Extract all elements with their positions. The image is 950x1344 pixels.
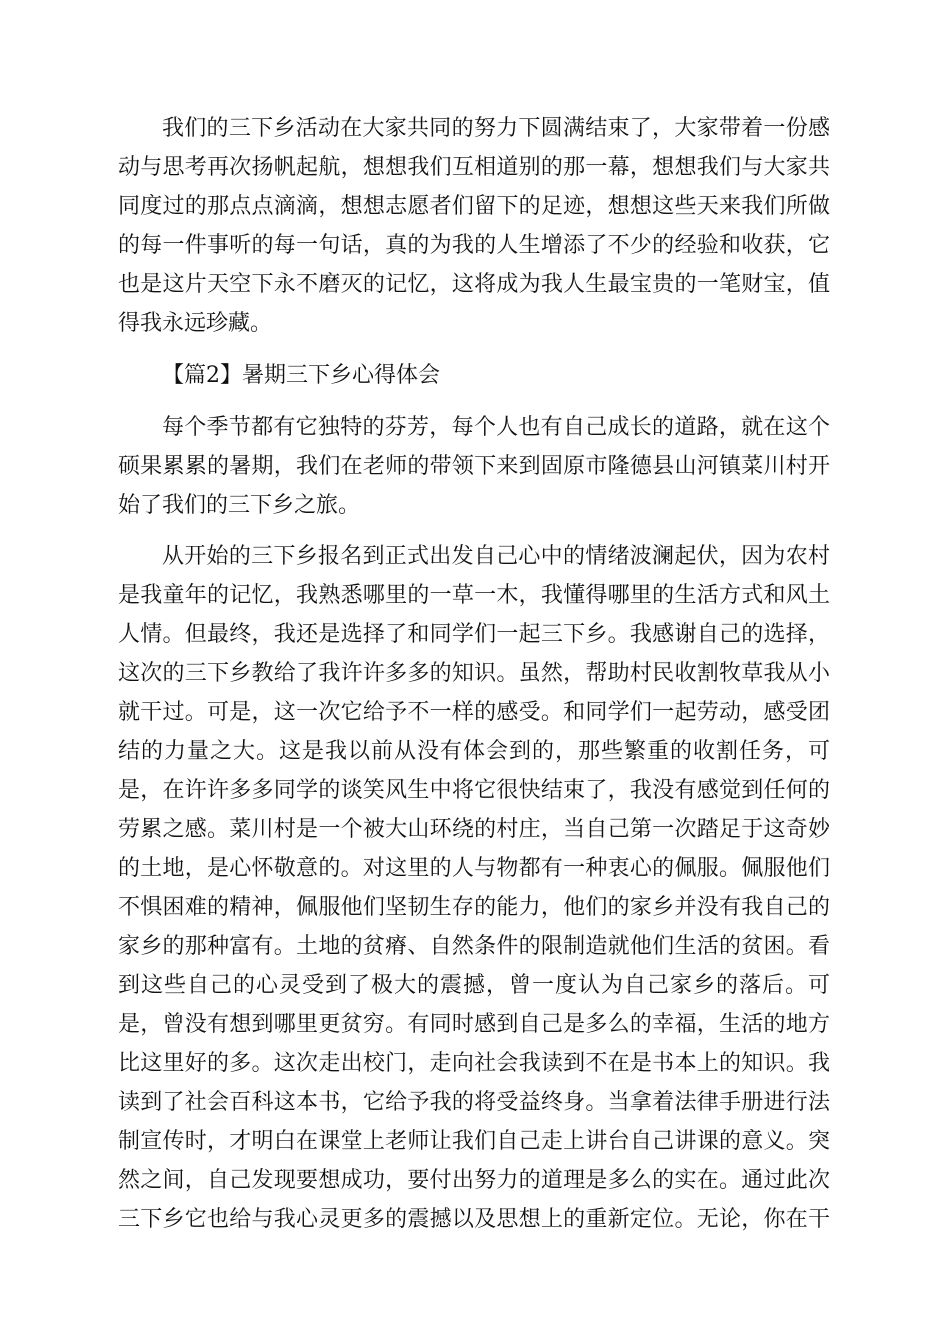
paragraph-1-line-5: 也是这片天空下永不磨灭的记忆，这将成为我人生最宝贵的一笔财宝，值: [118, 272, 830, 297]
paragraph-1-line-4: 的每一件事听的每一句话，真的为我的人生增添了不少的经验和收获，它: [118, 233, 830, 258]
paragraph-3-line-13: 是，曾没有想到哪里更贫穷。有同时感到自己是多么的幸福，生活的地方: [118, 1012, 830, 1037]
paragraph-1-line-1: 我们的三下乡活动在大家共同的努力下圆满结束了，大家带着一份感: [162, 116, 830, 141]
paragraph-3-line-14: 比这里好的多。这次走出校门，走向社会我读到不在是书本上的知识。我: [118, 1051, 830, 1076]
paragraph-3-line-6: 结的力量之大。这是我以前从没有体会到的，那些繁重的收割任务，可: [118, 739, 830, 764]
paragraph-3-line-4: 这次的三下乡教给了我许许多多的知识。虽然，帮助村民收割牧草我从小: [118, 661, 830, 686]
paragraph-3-line-3: 人情。但最终，我还是选择了和同学们一起三下乡。我感谢自己的选择，: [118, 622, 830, 647]
paragraph-3-line-12: 到这些自己的心灵受到了极大的震撼，曾一度认为自己家乡的落后。可: [118, 973, 830, 998]
paragraph-3-line-7: 是，在许许多多同学的谈笑风生中将它很快结束了，我没有感觉到任何的: [118, 778, 830, 803]
paragraph-3-line-15: 读到了社会百科这本书，它给予我的将受益终身。当拿着法律手册进行法: [118, 1090, 830, 1115]
paragraph-3-line-1: 从开始的三下乡报名到正式出发自己心中的情绪波澜起伏，因为农村: [162, 544, 830, 569]
paragraph-3-line-11: 家乡的那种富有。土地的贫瘠、自然条件的限制造就他们生活的贫困。看: [118, 934, 830, 959]
paragraph-2-line-2: 硕果累累的暑期，我们在老师的带领下来到固原市隆德县山河镇菜川村开: [118, 454, 830, 479]
paragraph-1-line-6: 得我永远珍藏。: [118, 311, 273, 336]
paragraph-3-line-5: 就干过。可是，这一次它给予不一样的感受。和同学们一起劳动，感受团: [118, 700, 830, 725]
paragraph-3-line-17: 然之间，自己发现要想成功，要付出努力的道理是多么的实在。通过此次: [118, 1168, 830, 1193]
paragraph-3-line-18: 三下乡它也给与我心灵更多的震撼以及思想上的重新定位。无论，你在干: [118, 1207, 830, 1232]
paragraph-3-line-10: 不惧困难的精神，佩服他们坚韧生存的能力，他们的家乡并没有我自己的: [118, 895, 830, 920]
paragraph-3-line-8: 劳累之感。菜川村是一个被大山环绕的村庄，当自己第一次踏足于这奇妙: [118, 817, 830, 842]
paragraph-1-line-3: 同度过的那点点滴滴，想想志愿者们留下的足迹，想想这些天来我们所做: [118, 194, 830, 219]
paragraph-3-line-9: 的土地，是心怀敬意的。对这里的人与物都有一种衷心的佩服。佩服他们: [118, 856, 830, 881]
paragraph-1-line-2: 动与思考再次扬帆起航，想想我们互相道别的那一幕，想想我们与大家共: [118, 155, 830, 180]
paragraph-2-line-1: 每个季节都有它独特的芬芳，每个人也有自己成长的道路，就在这个: [162, 415, 830, 440]
paragraph-3-line-16: 制宣传时，才明白在课堂上老师让我们自己走上讲台自己讲课的意义。突: [118, 1129, 830, 1154]
paragraph-3-line-2: 是我童年的记忆，我熟悉哪里的一草一木，我懂得哪里的生活方式和风土: [118, 583, 830, 608]
section-heading: 【篇2】暑期三下乡心得体会: [162, 363, 440, 388]
paragraph-2-line-3: 始了我们的三下乡之旅。: [118, 493, 361, 518]
